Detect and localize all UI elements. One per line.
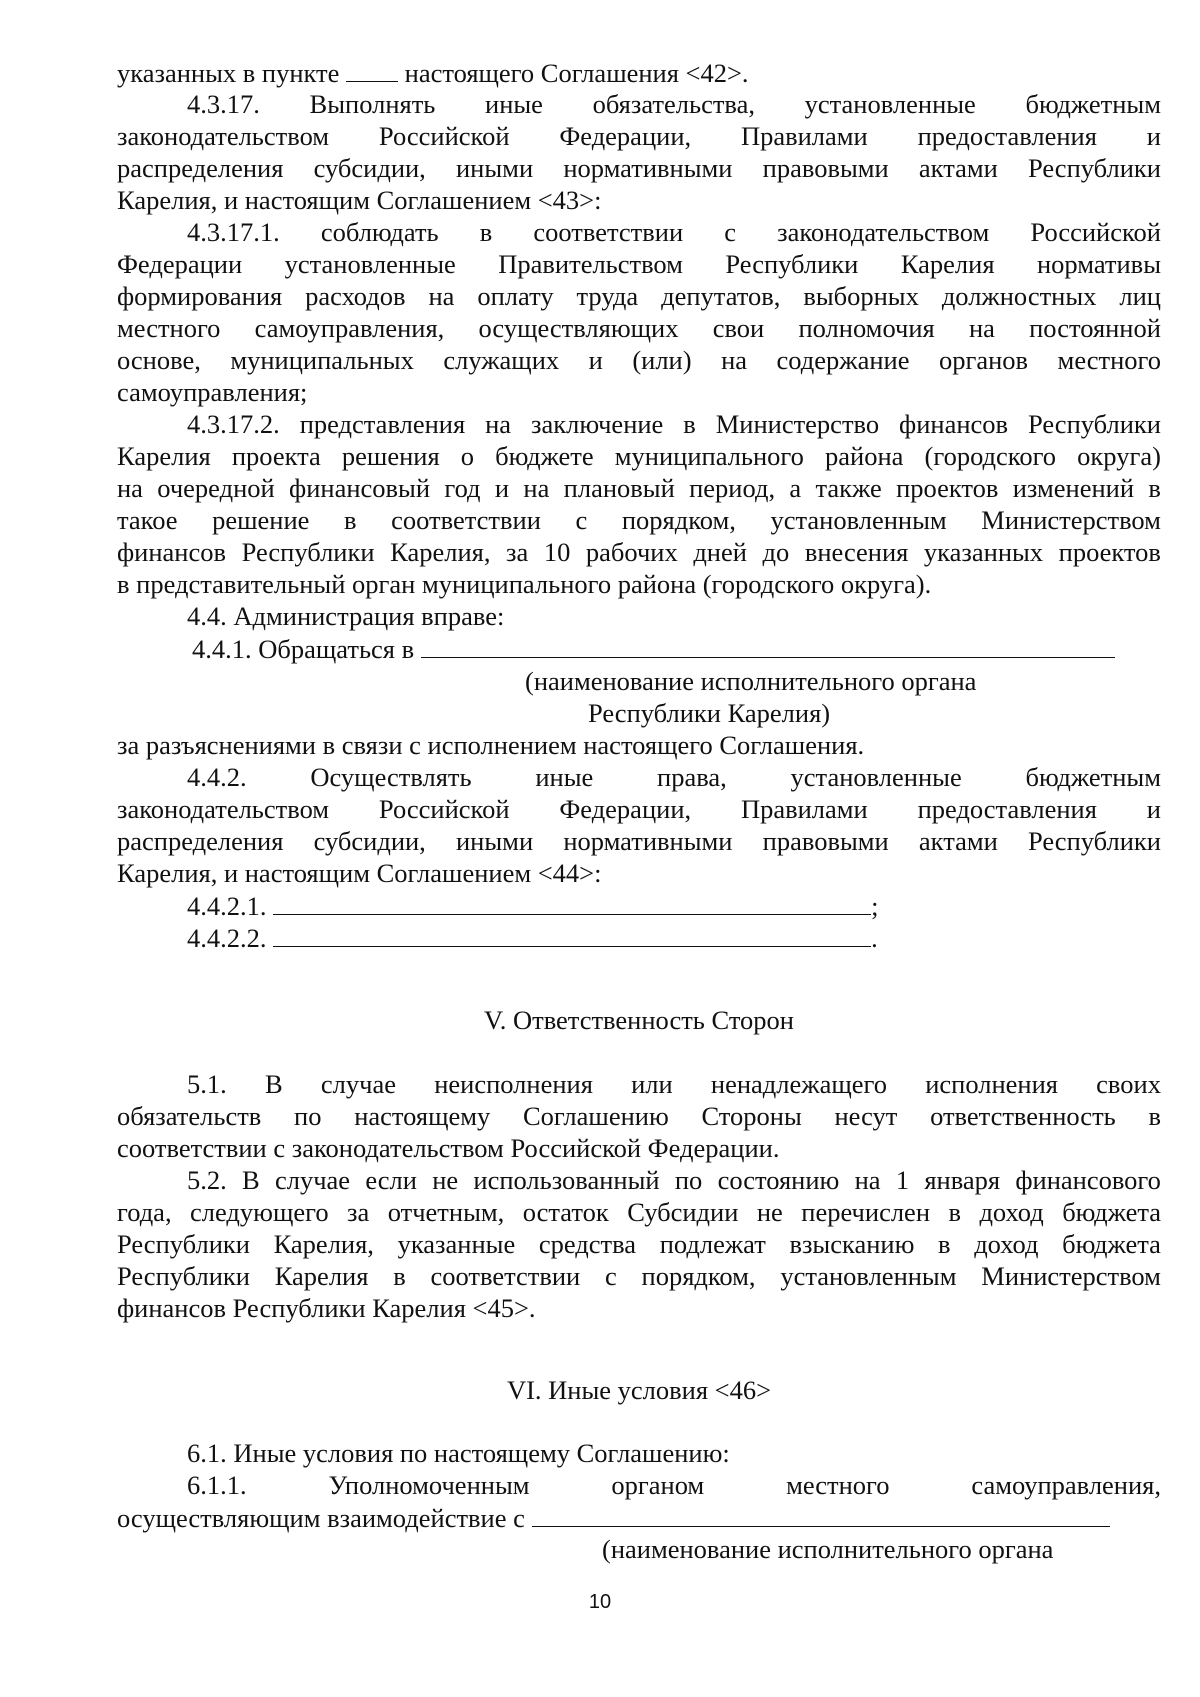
- item-4-4-2-1: [187, 889, 1161, 922]
- word: основе,: [117, 345, 201, 375]
- paragraph-4-3-17-1: [187, 216, 1161, 249]
- word: муниципальных: [230, 345, 414, 375]
- word: Правилами: [740, 121, 868, 151]
- word: за: [347, 1197, 370, 1227]
- word: (городского: [924, 441, 1057, 471]
- word: проекта: [231, 441, 321, 471]
- word: бюджетным: [1025, 89, 1161, 119]
- word: взысканию: [789, 1229, 915, 1259]
- word: нормативными: [563, 826, 733, 856]
- word: округа): [1077, 441, 1161, 471]
- word: ненадлежащего: [710, 1069, 887, 1099]
- word: не: [756, 1197, 783, 1227]
- word: местного: [1057, 345, 1161, 375]
- word: Правилами: [740, 794, 868, 824]
- word: по: [294, 1101, 322, 1131]
- word: Уполномоченным: [328, 1470, 530, 1500]
- word: Министерство: [715, 409, 880, 439]
- word: на: [854, 1165, 881, 1195]
- word: не: [432, 1165, 459, 1195]
- word: порядком,: [621, 505, 736, 535]
- word: в: [948, 1197, 961, 1227]
- word: плановый: [563, 473, 675, 503]
- text-line: [117, 248, 1161, 281]
- word: на: [523, 473, 550, 503]
- text-line: [117, 504, 1161, 537]
- word: района: [825, 441, 904, 471]
- word: органов: [938, 345, 1029, 375]
- blank-field: [273, 921, 871, 947]
- word: служащих: [443, 345, 560, 375]
- word: ответственность: [930, 1101, 1116, 1131]
- text-line: [117, 1100, 1161, 1133]
- text-fragment: указанных в пункте: [117, 58, 340, 88]
- word: с: [575, 505, 588, 535]
- word: рабочих: [585, 537, 678, 567]
- word: формирования: [117, 281, 283, 311]
- word: Субсидии: [627, 1197, 739, 1227]
- word: или: [631, 1069, 673, 1099]
- blank-field: [273, 889, 871, 915]
- word: средства: [538, 1229, 637, 1259]
- word: Республики: [117, 1229, 250, 1259]
- paragraph-5-1: [187, 1068, 1161, 1101]
- word: остаток: [522, 1197, 609, 1227]
- paragraph-4-4-1: [192, 632, 1161, 665]
- word: законодательством: [777, 217, 990, 247]
- word: Карелия: [274, 1261, 369, 1291]
- word: Республики: [1028, 153, 1161, 183]
- word: в: [344, 505, 357, 535]
- text-fragment: осуществляющим взаимодействие с: [117, 1503, 525, 1533]
- field-hint: (наименование исполнительного органа: [525, 666, 977, 696]
- word: по: [674, 1165, 703, 1195]
- page-number: 10: [588, 1591, 612, 1613]
- word: осуществляющих: [478, 313, 679, 343]
- word: в: [393, 1261, 406, 1291]
- word: Федерации,: [559, 121, 692, 151]
- word: января: [924, 1165, 1001, 1195]
- word: Стороны: [701, 1101, 802, 1131]
- text-line: [117, 825, 1161, 858]
- word: и: [588, 345, 603, 375]
- word: содержание: [776, 345, 910, 375]
- word: на: [428, 281, 455, 311]
- word: расходов: [305, 281, 406, 311]
- word: иные: [535, 762, 594, 792]
- word: постоянной: [1029, 313, 1161, 343]
- word: также: [815, 473, 882, 503]
- text-fragment: 4.4.2.2.: [187, 923, 267, 953]
- word: если: [365, 1165, 417, 1195]
- word: такое: [117, 505, 178, 535]
- paragraph-4-3-17-2: [187, 408, 1161, 441]
- paragraph-6-1-1: [187, 1469, 1161, 1502]
- word: Республики: [241, 537, 375, 567]
- word: полномочия: [798, 313, 935, 343]
- word: 10: [543, 537, 571, 567]
- field-hint: Республики Карелия): [588, 698, 831, 728]
- word: В: [264, 1069, 283, 1099]
- word: установленным: [780, 1261, 957, 1291]
- word: выборных: [803, 281, 919, 311]
- text-line: в представительный орган муниципального района (городского округа).: [117, 569, 932, 599]
- word: а: [789, 473, 802, 503]
- word: Карелия,: [273, 1229, 374, 1259]
- word: 6.1.1.: [187, 1470, 247, 1500]
- text-fragment: 4.4.2.1.: [187, 891, 267, 921]
- word: финансов: [117, 537, 227, 567]
- word: заключение: [530, 409, 664, 439]
- word: соблюдать: [320, 217, 439, 247]
- word: своих: [1096, 1069, 1161, 1099]
- text-line: [117, 472, 1161, 505]
- section-heading: VI. Иные условия <46>: [506, 1375, 772, 1405]
- word: нормативы: [1036, 249, 1161, 279]
- word: соответствии: [430, 1261, 581, 1291]
- word: и: [1146, 121, 1161, 151]
- text-fragment: настоящего Соглашения <42>.: [404, 58, 749, 88]
- text-line: соответствии с законодательством Российской Федерации.: [117, 1133, 780, 1163]
- blank-field: [532, 1501, 1110, 1527]
- word: Соглашению: [522, 1101, 669, 1131]
- word: в: [1148, 1101, 1161, 1131]
- word: и: [494, 473, 510, 503]
- word: до: [762, 537, 790, 567]
- word: бюджета: [1062, 1197, 1161, 1227]
- word: бюджете: [495, 441, 594, 471]
- word: Республики: [1028, 826, 1161, 856]
- word: бюджета: [1062, 1229, 1161, 1259]
- word: несут: [834, 1101, 898, 1131]
- word: года,: [117, 1197, 172, 1227]
- paragraph-5-2: [187, 1164, 1161, 1197]
- text-line: [117, 440, 1161, 473]
- word: установленные: [790, 762, 962, 792]
- word: очередной: [157, 473, 275, 503]
- word: указанных: [923, 537, 1044, 567]
- word: за: [506, 537, 529, 567]
- text-line: [117, 536, 1161, 569]
- word: Федерации,: [559, 794, 692, 824]
- text-line: [117, 1228, 1161, 1261]
- word: бюджетным: [1025, 762, 1161, 792]
- word: Республики: [1028, 409, 1161, 439]
- text-line: за разъяснениями в связи с исполнением настоящего Соглашения.: [117, 730, 865, 760]
- word: порядком,: [641, 1261, 756, 1291]
- word: установленным: [770, 505, 947, 535]
- word: предоставления: [917, 121, 1097, 151]
- text-line: [117, 1260, 1161, 1293]
- word: подлежат: [659, 1229, 766, 1259]
- field-hint: (наименование исполнительного органа: [602, 1534, 1054, 1564]
- word: соответствии: [391, 505, 541, 535]
- word: нормативными: [563, 153, 733, 183]
- text-line: [117, 56, 1161, 89]
- text-line: [117, 1196, 1161, 1229]
- word: распределения: [117, 826, 284, 856]
- text-line: [117, 312, 1161, 345]
- word: в: [1148, 473, 1161, 503]
- word: правовыми: [762, 153, 889, 183]
- word: самоуправления,: [971, 1470, 1161, 1500]
- word: Осуществлять: [310, 762, 472, 792]
- text-line: [117, 120, 1161, 153]
- text-line: [117, 344, 1161, 377]
- text-fragment: .: [871, 923, 878, 953]
- word: оплату: [477, 281, 554, 311]
- word: изменений: [1012, 473, 1135, 503]
- word: законодательством: [117, 121, 330, 151]
- text-line: самоуправления;: [117, 377, 308, 407]
- word: В: [242, 1165, 260, 1195]
- word: финансового: [1015, 1165, 1161, 1195]
- word: проектов: [1058, 537, 1161, 567]
- text-line: [117, 793, 1161, 826]
- word: Республики: [117, 1261, 250, 1291]
- word: труда: [576, 281, 639, 311]
- word: Правительством: [498, 249, 683, 279]
- paragraph-6-1: 6.1. Иные условия по настоящему Соглашению:: [187, 1438, 730, 1468]
- word: должностных: [941, 281, 1097, 311]
- word: права,: [657, 762, 727, 792]
- word: и: [1146, 794, 1161, 824]
- word: случае: [320, 1069, 396, 1099]
- word: о: [460, 441, 475, 471]
- word: 4.3.17.2.: [187, 409, 280, 439]
- text-fragment: 4.4.1. Обращаться в: [192, 634, 415, 664]
- word: с: [604, 1261, 617, 1291]
- word: решения: [341, 441, 440, 471]
- word: иными: [456, 153, 534, 183]
- word: свои: [712, 313, 765, 343]
- word: на: [968, 313, 995, 343]
- word: Российской: [378, 794, 510, 824]
- word: на: [721, 345, 748, 375]
- word: обязательств: [117, 1101, 262, 1131]
- word: решение: [212, 505, 310, 535]
- word: финансов: [899, 409, 1009, 439]
- text-line: Карелия, и настоящим Соглашением <43>:: [117, 185, 602, 215]
- word: на: [117, 473, 143, 503]
- paragraph-4-3-17: [187, 88, 1161, 121]
- word: Российской: [1030, 217, 1161, 247]
- word: местного: [117, 313, 221, 343]
- paragraph-4-4-2: [187, 761, 1161, 794]
- word: 4.3.17.: [187, 89, 260, 119]
- word: Министерством: [981, 1261, 1161, 1291]
- word: в: [683, 409, 696, 439]
- word: в: [938, 1229, 951, 1259]
- word: иными: [456, 826, 534, 856]
- word: Российской: [378, 121, 510, 151]
- word: иные: [485, 89, 543, 119]
- word: (или): [632, 345, 692, 375]
- word: 4.4.2.: [187, 762, 247, 792]
- item-4-4-2-2: [187, 921, 1161, 954]
- word: Карелия,: [390, 537, 491, 567]
- word: органом: [611, 1470, 705, 1500]
- word: финансовый: [289, 473, 431, 503]
- word: в: [479, 217, 493, 247]
- word: доход: [979, 1197, 1044, 1227]
- word: проектов: [896, 473, 999, 503]
- blank-field: [346, 56, 398, 82]
- word: с: [724, 217, 737, 247]
- blank-field: [421, 632, 1115, 658]
- word: Карелия: [117, 441, 211, 471]
- text-line: [117, 1501, 1161, 1534]
- word: местного: [786, 1470, 890, 1500]
- word: Республики: [725, 249, 859, 279]
- word: случае: [274, 1165, 351, 1195]
- text-fragment: ;: [871, 891, 879, 921]
- word: внесения: [804, 537, 909, 567]
- word: субсидии,: [313, 826, 426, 856]
- word: муниципального: [614, 441, 804, 471]
- word: 1: [895, 1165, 910, 1195]
- word: год: [444, 473, 481, 503]
- word: перечислен: [801, 1197, 931, 1227]
- text-line: [117, 280, 1161, 313]
- word: отчетным,: [387, 1197, 505, 1227]
- word: Министерством: [981, 505, 1161, 535]
- word: установленные: [284, 249, 456, 279]
- word: предоставления: [917, 794, 1097, 824]
- text-line: [117, 152, 1161, 185]
- word: обязательства,: [592, 89, 755, 119]
- word: субсидии,: [313, 153, 426, 183]
- text-line: Карелия, и настоящим Соглашением <44>:: [117, 858, 602, 888]
- word: самоуправления,: [254, 313, 445, 343]
- word: представления: [299, 409, 466, 439]
- word: 5.2.: [187, 1165, 227, 1195]
- word: дней: [693, 537, 747, 567]
- word: неисполнения: [434, 1069, 593, 1099]
- word: использованный: [473, 1165, 660, 1195]
- word: исполнения: [925, 1069, 1058, 1099]
- word: период,: [689, 473, 776, 503]
- word: соответствии: [533, 217, 684, 247]
- word: 4.3.17.1.: [187, 217, 280, 247]
- section-heading: V. Ответственность Сторон: [484, 1005, 794, 1035]
- word: на: [485, 409, 512, 439]
- word: законодательством: [117, 794, 330, 824]
- word: 5.1.: [187, 1069, 227, 1099]
- word: актами: [918, 153, 998, 183]
- word: настоящему: [354, 1101, 491, 1131]
- word: Выполнять: [309, 89, 436, 119]
- word: установленные: [804, 89, 976, 119]
- word: Федерации: [117, 249, 243, 279]
- word: распределения: [117, 153, 284, 183]
- word: актами: [918, 826, 998, 856]
- word: лиц: [1119, 281, 1161, 311]
- paragraph-4-4: 4.4. Администрация вправе:: [187, 601, 505, 631]
- word: следующего: [190, 1197, 329, 1227]
- word: депутатов,: [661, 281, 781, 311]
- word: указанные: [397, 1229, 516, 1259]
- word: состоянию: [717, 1165, 840, 1195]
- word: правовыми: [762, 826, 889, 856]
- text-line: финансов Республики Карелия <45>.: [117, 1293, 536, 1323]
- word: доход: [974, 1229, 1039, 1259]
- word: Карелия: [900, 249, 995, 279]
